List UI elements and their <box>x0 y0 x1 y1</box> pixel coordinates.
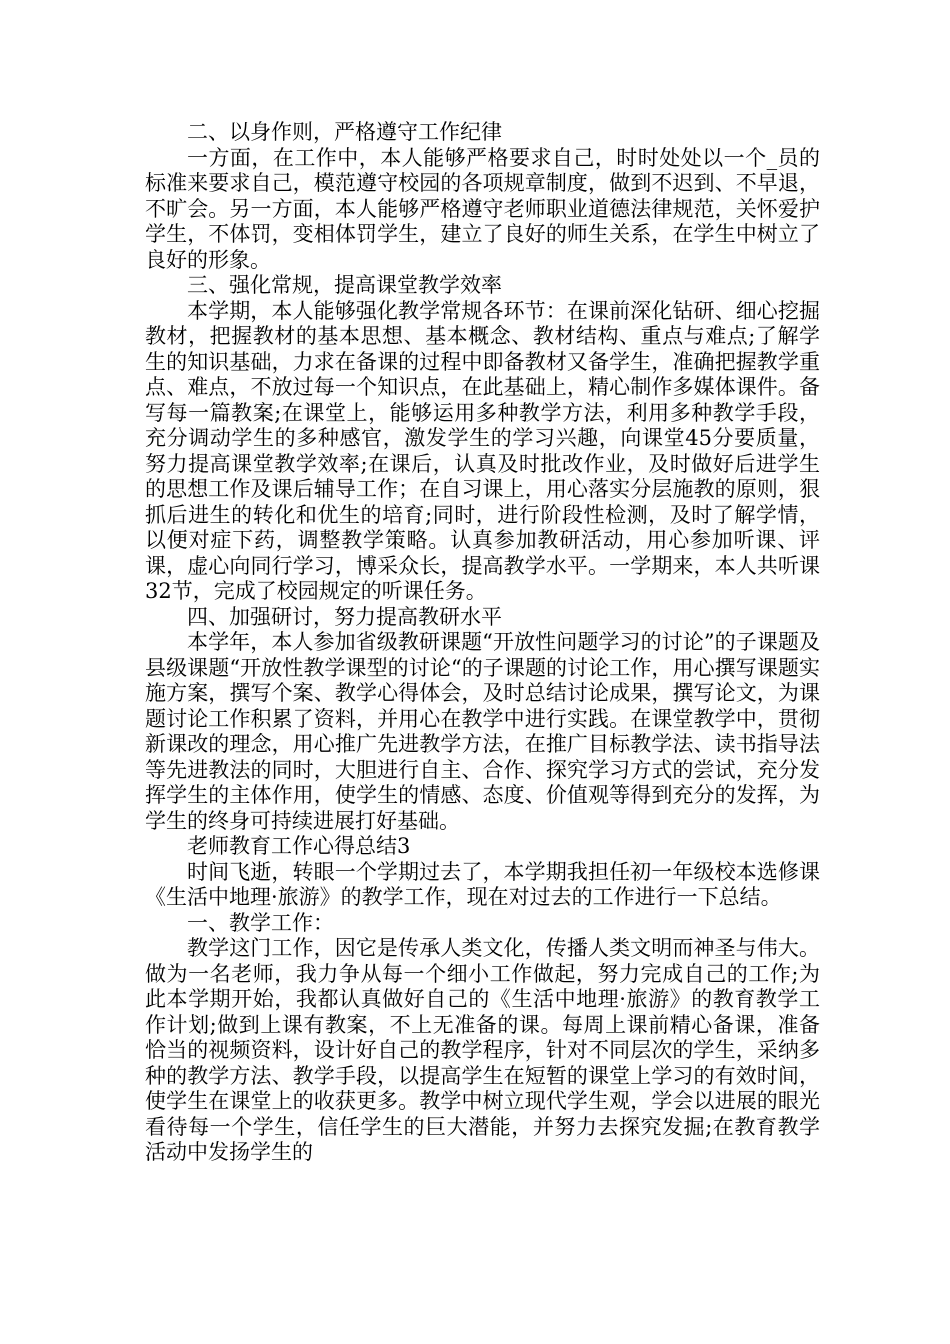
section-heading-discipline: 二、以身作则，严格遵守工作纪律 <box>187 120 502 144</box>
section-heading-teaching-work: 一、教学工作： <box>187 910 334 935</box>
document-page <box>145 120 820 1166</box>
paragraph-discipline: 一方面，在工作中，本人能够严格要求自己，时时处处以一个_员的标准来要求自己，模范遵守校园的各项规章制度，做到不迟到、不早退，不旷会。另一方面，本人能够严格遵守老师职业道德法律规范，关怀爱护学生，不体罚，变相体罚学生，建立了良好的师生关系，在学生中树立了良好的形象。 <box>145 145 820 272</box>
paragraph-teaching-work: 教学这门工作，因它是传承人类文化，传播人类文明而神圣与伟大。做为一名老师，我力争从每一个细小工作做起，努力完成自己的工作;为此本学期开始，我都认真做好自己的《生活中地理·旅游》的教育教学工作计划;做到上课有教案，不上无准备的课。每周上课前精心备课，准备恰当的视频资料，设计好自己的教学程序，针对不同层次的学生，采纳多种的教学方法、教学手段，以提高学生在短暂的课堂上学习的有效时间，使学生在课堂上的收获更多。教学中树立现代学生观，学会以进展的眼光看待每一个学生，信任学生的巨大潜能，并努力去探究发掘;在教育教学活动中发扬学生的 <box>145 936 820 1164</box>
section-heading-routine: 三、强化常规，提高课堂教学效率 <box>187 273 502 297</box>
section-heading-research: 四、加强研讨，努力提高教研水平 <box>187 604 502 629</box>
paragraph-routine: 本学期，本人能够强化教学常规各环节：在课前深化钻研、细心挖掘教材，把握教材的基本思想、基本概念、教材结构、重点与难点;了解学生的知识基础，力求在备课的过程中即备教材又备学生，准确把握教学重点、难点，不放过每一个知识点，在此基础上，精心制作多媒体课件。备写每一篇教案;在课堂上，能够运用多种教学方法，利用多种教学手段，充分调动学生的多种感官，激发学生的学习兴趣，向课堂45分要质量，努力提高课堂教学效率;在课后，认真及时批改作业，及时做好后进学生的思想工作及课后辅导工作；在自习课上，用心落实分层施教的原则，狠抓后进生的转化和优生的培育;同时，进行阶段性检测，及时了解学情，以便对症下药，调整教学策略。认真参加教研活动，用心参加听课、评课，虚心向同行学习，博采众长，提高教学水平。一学期来，本人共听课32节，完成了校园规定的听课任务。 <box>145 298 820 603</box>
section-heading-summary-3: 老师教育工作心得总结3 <box>187 834 411 858</box>
paragraph-summary-intro: 时间飞逝，转眼一个学期过去了，本学期我担任初一年级校本选修课《生活中地理·旅游》的教学工作，现在对过去的工作进行一下总结。 <box>145 859 820 909</box>
paragraph-research: 本学年，本人参加省级教研课题“开放性问题学习的讨论”的子课题及县级课题“开放性教学课型的讨论“的子课题的讨论工作，用心撰写课题实施方案，撰写个案、教学心得体会，及时总结讨论成果，撰写论文，为课题讨论工作积累了资料，并用心在教学中进行实践。在课堂教学中，贯彻新课改的理念，用心推广先进教学方法，在推广目标教学法、读书指导法等先进教法的同时，大胆进行自主、合作、探究学习方式的尝试，充分发挥学生的主体作用，使学生的情感、态度、价值观等得到充分的发挥，为学生的终身可持续进展打好基础。 <box>145 630 820 833</box>
